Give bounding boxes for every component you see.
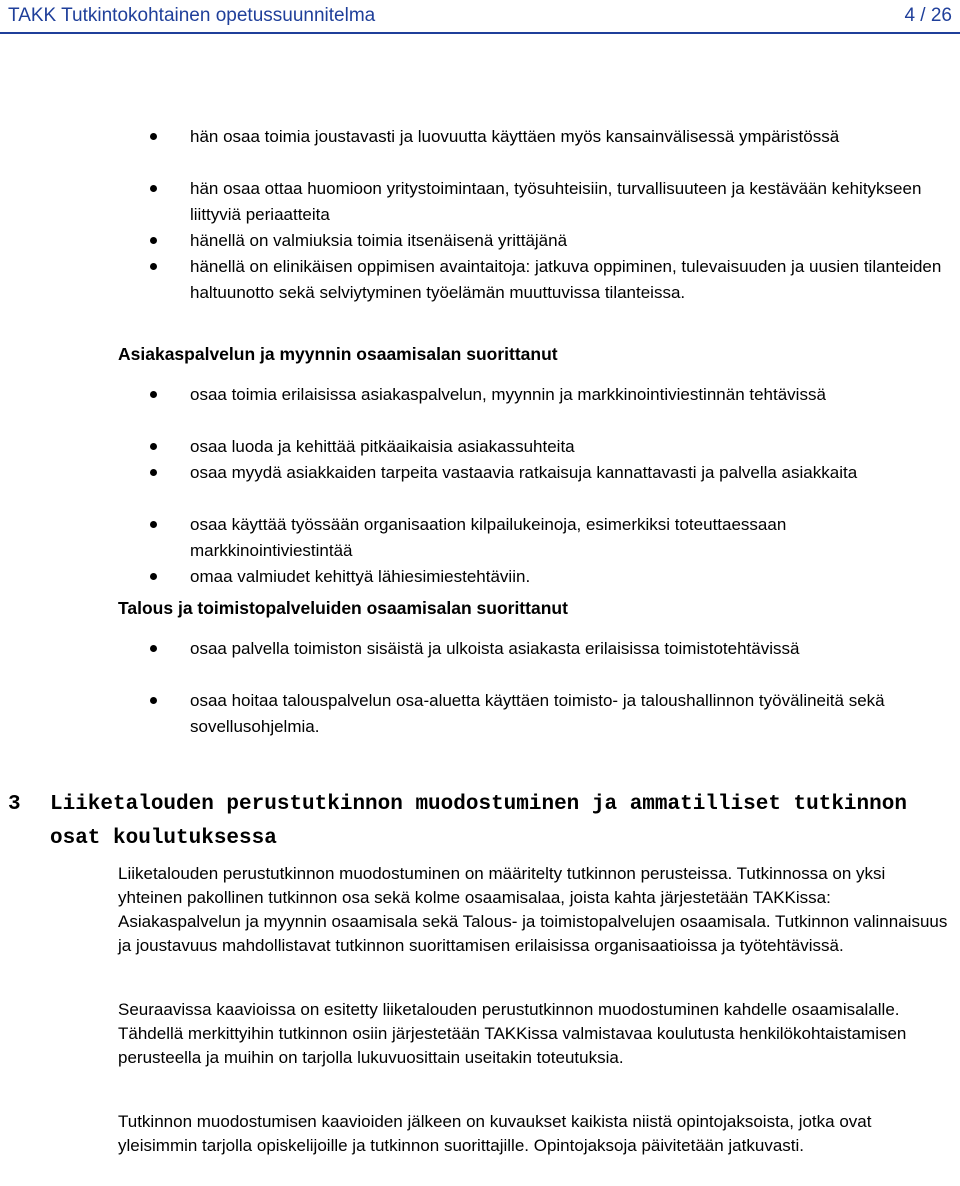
bullet-icon bbox=[150, 185, 157, 192]
bullet-icon bbox=[150, 469, 157, 476]
page-number: 4 / 26 bbox=[904, 5, 952, 26]
list-item: osaa palvella toimiston sisäistä ja ulkoista asiakasta erilaisissa toimistotehtävissä bbox=[0, 636, 950, 688]
asiakaspalvelu-list bbox=[0, 382, 960, 590]
section-heading-talous: Talous ja toimistopalveluiden osaamisalan suorittanut bbox=[118, 598, 568, 618]
bullet-icon bbox=[150, 443, 157, 450]
list-item: osaa luoda ja kehittää pitkäaikaisia asiakassuhteita bbox=[0, 434, 950, 460]
bullet-icon bbox=[150, 237, 157, 244]
bullet-icon bbox=[150, 263, 157, 270]
paragraph: Seuraavissa kaavioissa on esitetty liiketalouden perustutkinnon muodostuminen kahdelle osaamisalalle. Tähdellä merkittyihin tutkinnon osiin järjestetään TAKKissa valmistavaa koulutusta henkilökohtaistamisen perusteella ja muihin on tarjolla lukuvuosittain useitakin toteutuksia. bbox=[118, 1000, 907, 1067]
list-item: osaa hoitaa talouspalvelun osa-aluetta käyttäen toimisto- ja taloushallinnon työvälineitä sekä sovellusohjelmia. bbox=[0, 688, 950, 740]
bullet-icon bbox=[150, 697, 157, 704]
paragraph: Liiketalouden perustutkinnon muodostuminen on määritelty tutkinnon perusteissa. Tutkinnossa on yksi yhteinen pakollinen tutkinnon osa sekä kolme osaamisalaa, joista kahta järjestetään TAKKissa: Asiakaspalvelun ja myynnin osaamisala sekä Talous- ja toimistopalvelujen osaamisala. Tutkinnon valinnaisuus ja joustavuus mahdollistavat tutkinnon suorittamisen erilaisissa organisaatioissa ja työtehtävissä. bbox=[118, 864, 948, 955]
list-item: hän osaa toimia joustavasti ja luovuutta käyttäen myös kansainvälisessä ympäristössä bbox=[0, 124, 950, 176]
chapter-title: Liiketalouden perustutkinnon muodostuminen ja ammatilliset tutkinnon osat koulutuksessa bbox=[50, 793, 907, 850]
section-heading-asiakaspalvelu: Asiakaspalvelun ja myynnin osaamisalan suorittanut bbox=[118, 344, 558, 364]
list-item: osaa toimia erilaisissa asiakaspalvelun, myynnin ja markkinointiviestinnän tehtävissä bbox=[0, 382, 950, 434]
paragraph: Tutkinnon muodostumisen kaavioiden jälkeen on kuvaukset kaikista niistä opintojaksoista, jotka ovat yleisimmin tarjolla opiskelijoille ja tutkinnon suorittajille. Opintojaksoja päivitetään jatkuvasti. bbox=[118, 1112, 872, 1155]
page-header bbox=[0, 0, 960, 34]
list-item: osaa myydä asiakkaiden tarpeita vastaavia ratkaisuja kannattavasti ja palvella asiakkaita bbox=[0, 460, 950, 512]
list-item: omaa valmiudet kehittyä lähiesimiestehtäviin. bbox=[0, 564, 950, 590]
list-item: osaa käyttää työssään organisaation kilpailukeinoja, esimerkiksi toteuttaessaan markkinointiviestintää bbox=[0, 512, 950, 564]
outcome-list bbox=[0, 124, 960, 332]
list-item: hänellä on valmiuksia toimia itsenäisenä yrittäjänä bbox=[0, 228, 950, 254]
chapter-number: 3 bbox=[8, 793, 21, 816]
bullet-icon bbox=[150, 645, 157, 652]
list-item: hänellä on elinikäisen oppimisen avaintaitoja: jatkuva oppiminen, tulevaisuuden ja uusien tilanteiden haltuunotto sekä selviytyminen työelämän muuttuvissa tilanteissa. bbox=[0, 254, 950, 332]
bullet-icon bbox=[150, 133, 157, 140]
document-title: TAKK Tutkintokohtainen opetussuunnitelma bbox=[8, 5, 376, 26]
talous-list bbox=[0, 636, 960, 740]
bullet-icon bbox=[150, 521, 157, 528]
bullet-icon bbox=[150, 573, 157, 580]
list-item: hän osaa ottaa huomioon yritystoimintaan, työsuhteisiin, turvallisuuteen ja kestävään kehitykseen liittyviä periaatteita bbox=[0, 176, 950, 228]
bullet-icon bbox=[150, 391, 157, 398]
